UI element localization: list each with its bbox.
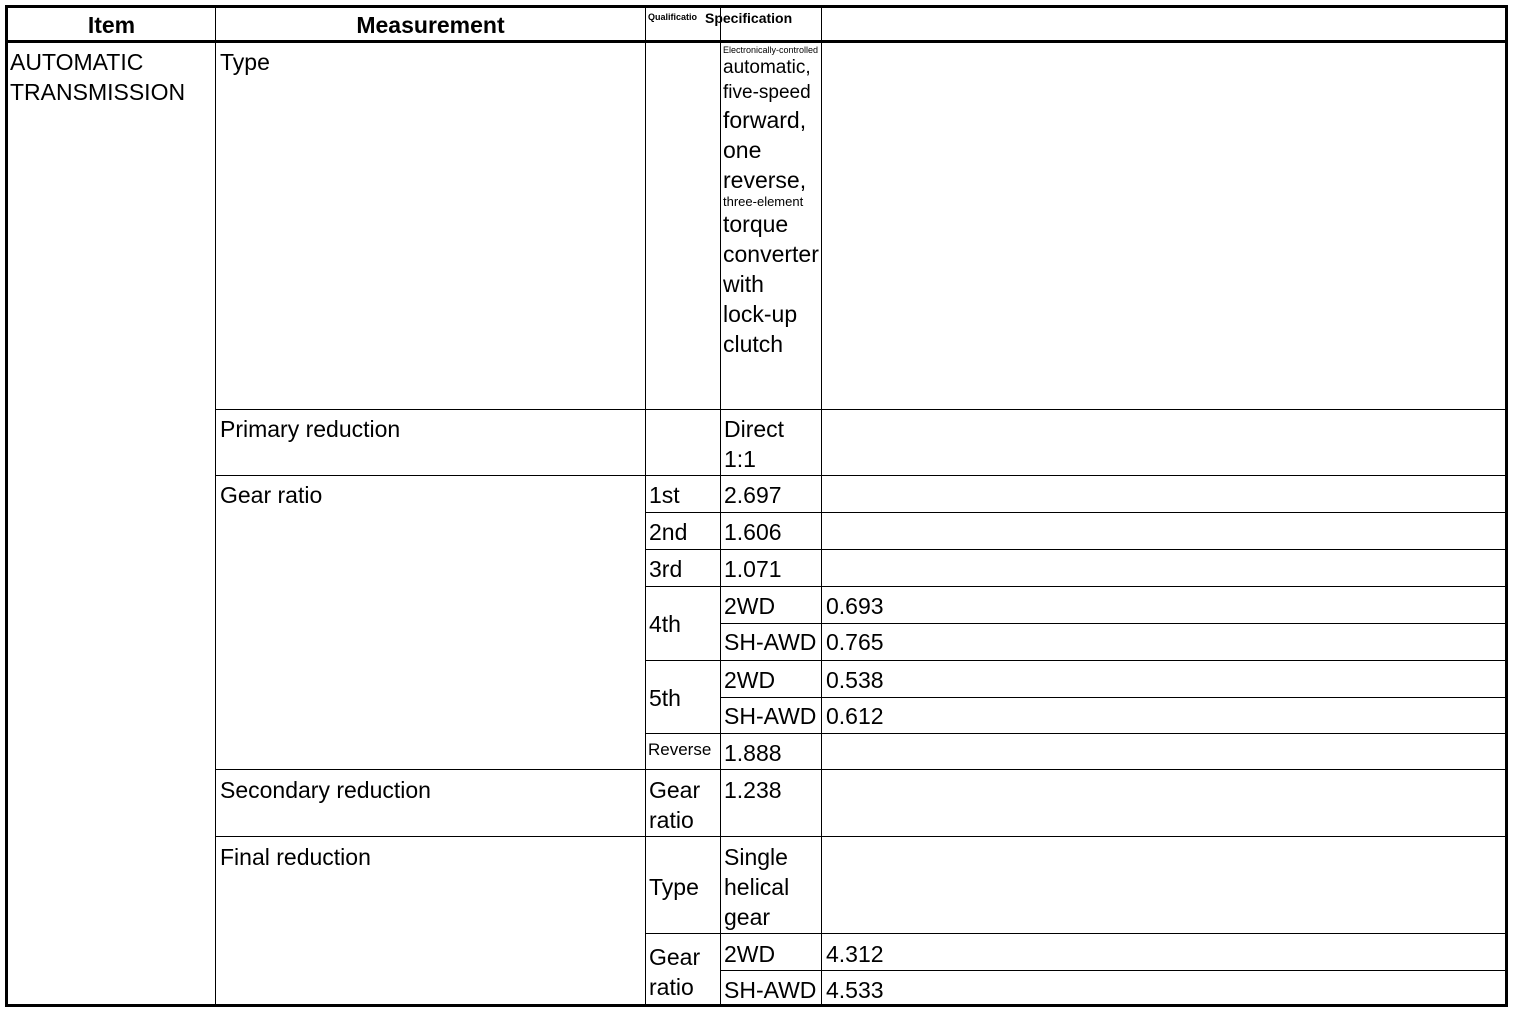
qual-secondary: Gear ratio xyxy=(649,777,701,833)
col-divider-item xyxy=(215,5,216,1007)
measurement-type: Type xyxy=(220,49,270,75)
row-divider xyxy=(645,933,1508,934)
row-divider xyxy=(720,970,1508,971)
col-divider-measurement xyxy=(645,5,646,1007)
row-divider xyxy=(645,586,1508,587)
qual-3rd: 3rd xyxy=(649,556,683,582)
value-5th-shawd: 0.612 xyxy=(826,703,884,729)
measurement-final: Final reduction xyxy=(220,844,371,870)
row-divider xyxy=(645,512,1508,513)
value-3rd: 1.071 xyxy=(724,556,782,582)
value-4th-shawd: 0.765 xyxy=(826,629,884,655)
measurement-gear-ratio: Gear ratio xyxy=(220,482,323,508)
row-divider xyxy=(215,409,1508,410)
row-divider xyxy=(215,475,1508,476)
final-type-spec: Single helical gear xyxy=(724,844,790,930)
qual-final-gear-ratio: Gear ratio xyxy=(649,944,701,1000)
value-reverse: 1.888 xyxy=(724,740,782,766)
label-5th-shawd: SH-AWD xyxy=(724,703,817,729)
value-2nd: 1.606 xyxy=(724,519,782,545)
header-qualification: Qualificatio xyxy=(648,12,698,22)
label-final-2wd: 2WD xyxy=(724,941,776,967)
value-final-2wd: 4.312 xyxy=(826,941,884,967)
table-border-top xyxy=(5,5,1508,8)
item-label: AUTOMATIC TRANSMISSION xyxy=(10,49,186,105)
qual-1st: 1st xyxy=(649,482,680,508)
col-divider-qualification xyxy=(720,5,721,1007)
value-final-shawd: 4.533 xyxy=(826,977,884,1003)
col-divider-spec xyxy=(821,5,822,1007)
value-5th-2wd: 0.538 xyxy=(826,667,884,693)
row-divider xyxy=(215,836,1508,837)
value-1st: 2.697 xyxy=(724,482,782,508)
table-border-left xyxy=(5,5,8,1007)
label-final-shawd: SH-AWD xyxy=(724,977,817,1003)
header-specification: Specification xyxy=(705,10,793,26)
measurement-secondary: Secondary reduction xyxy=(220,777,431,803)
label-5th-2wd: 2WD xyxy=(724,667,776,693)
row-divider xyxy=(215,769,1508,770)
header-item: Item xyxy=(87,12,136,38)
value-secondary: 1.238 xyxy=(724,777,782,803)
row-divider xyxy=(720,697,1508,698)
primary-spec: Direct 1:1 xyxy=(724,416,785,472)
qual-4th: 4th xyxy=(649,611,681,637)
label-4th-2wd: 2WD xyxy=(724,593,776,619)
qual-5th: 5th xyxy=(649,685,681,711)
measurement-primary: Primary reduction xyxy=(220,416,401,442)
header-divider xyxy=(5,40,1508,43)
row-divider xyxy=(645,733,1508,734)
label-4th-shawd: SH-AWD xyxy=(724,629,817,655)
table-border-right xyxy=(1505,5,1508,1007)
qual-2nd: 2nd xyxy=(649,519,688,545)
qual-reverse: Reverse xyxy=(648,740,712,759)
row-divider xyxy=(645,660,1508,661)
row-divider xyxy=(720,623,1508,624)
type-spec-cell: Electronically-controlled automatic, five-speed forward, one reverse, three-element torque converter with lock-up clutch xyxy=(723,45,819,357)
qual-final-type: Type xyxy=(649,874,699,900)
header-measurement: Measurement xyxy=(356,12,505,38)
value-4th-2wd: 0.693 xyxy=(826,593,884,619)
row-divider xyxy=(645,549,1508,550)
